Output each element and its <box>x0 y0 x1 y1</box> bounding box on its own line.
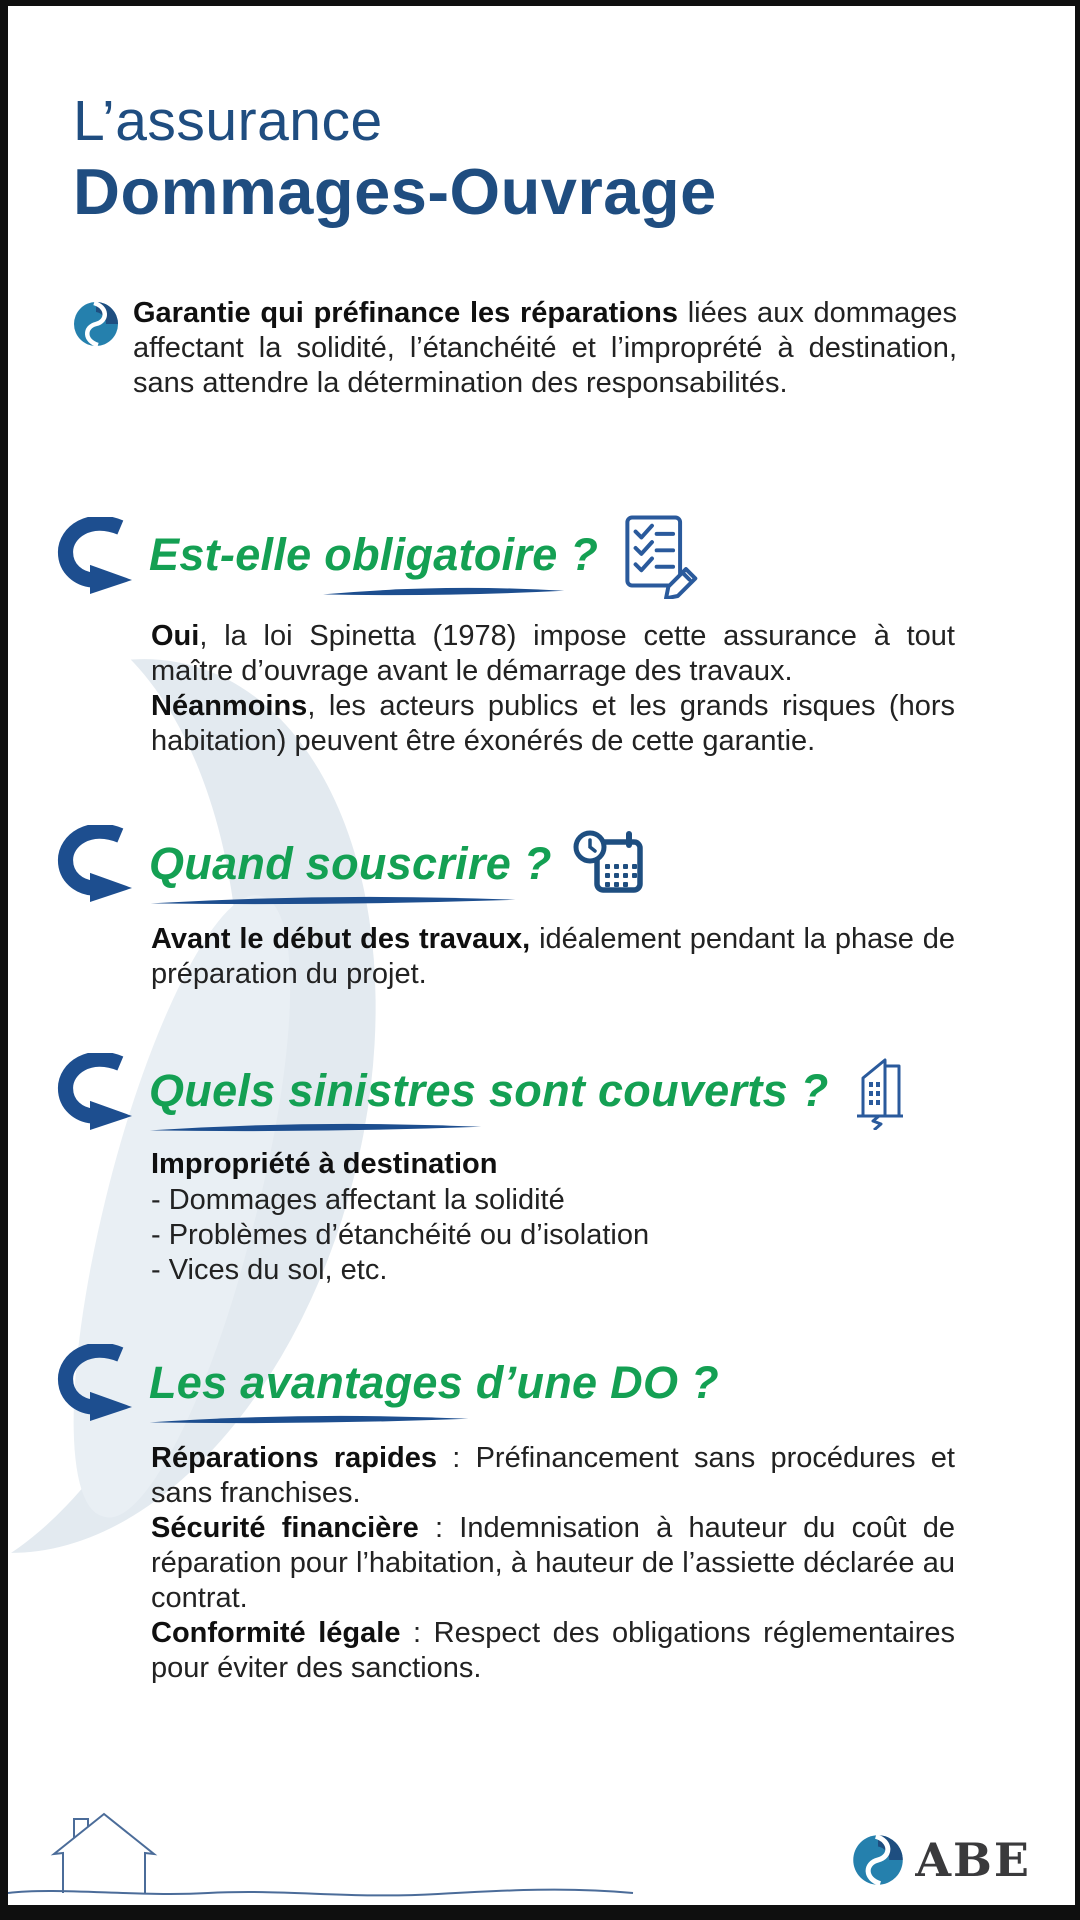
house-line-drawing-icon <box>8 1790 668 1905</box>
footer <box>8 1775 1075 1905</box>
paragraph-lead: Oui <box>151 620 200 652</box>
section-sinistres-head <box>55 1052 1075 1130</box>
paragraph-rest: : Respect des obligations réglementaires pour éviter des sanctions. <box>151 1617 955 1684</box>
paragraph-lead: Sécurité financière <box>151 1512 419 1544</box>
page-title-line1: L’assurance <box>73 89 383 153</box>
section-avantages-heading <box>149 1355 719 1411</box>
covered-damages-title: Impropriété à destination <box>151 1148 498 1180</box>
section-avantages-head <box>55 1344 1075 1421</box>
section-avantages-body <box>151 1441 955 1686</box>
covered-damages-list <box>151 1183 1075 1288</box>
paragraph <box>151 619 955 689</box>
brand-swirl-icon <box>851 1833 905 1887</box>
heading-post: ? <box>511 837 552 889</box>
brand-swirl-icon <box>72 300 120 348</box>
section-quand-head <box>55 825 1075 902</box>
section-obligatoire-heading <box>149 527 598 583</box>
heading-post: d’une DO ? <box>463 1356 719 1408</box>
paragraph-rest: : Indemnisation à hauteur du coût de réparation pour l’habitation, à hauteur de l’assiette déclarée au contrat. <box>151 1512 956 1614</box>
heading-underlined: obligatoire <box>324 529 558 580</box>
intro-block <box>72 296 957 401</box>
curved-arrow-icon <box>55 1053 139 1130</box>
curved-arrow-icon <box>55 1344 139 1421</box>
cracked-building-icon <box>849 1052 911 1130</box>
paragraph <box>151 1511 955 1616</box>
underline-swoosh <box>143 895 523 907</box>
heading-post: sont couverts ? <box>476 1065 829 1116</box>
list-item: - Vices du sol, etc. <box>151 1253 1075 1288</box>
section-quand-body <box>151 922 955 992</box>
underline-swoosh <box>143 1414 475 1426</box>
heading-underlined: Les avantages <box>149 1356 464 1408</box>
page-title <box>73 88 1075 230</box>
section-quand-heading <box>149 836 552 892</box>
list-item: - Problèmes d’étanchéité ou d’isolation <box>151 1218 1075 1253</box>
section-sinistres-heading <box>149 1063 829 1119</box>
intro-lead: Garantie qui préfinance les réparations <box>133 297 678 329</box>
underline-swoosh <box>318 586 569 598</box>
brand-name: ABE <box>915 1833 1031 1887</box>
paragraph <box>151 1441 955 1511</box>
heading-underlined: Quels sinistres <box>149 1065 477 1116</box>
section-obligatoire-body <box>151 619 955 759</box>
paragraph-lead: Néanmoins <box>151 690 308 722</box>
list-item: - Dommages affectant la solidité <box>151 1183 1075 1218</box>
heading-post: ? <box>557 529 599 580</box>
intro-paragraph <box>133 296 957 401</box>
paragraph-lead: Avant le début des travaux, <box>151 923 531 955</box>
paragraph <box>151 922 955 992</box>
curved-arrow-icon <box>55 825 139 902</box>
paragraph <box>151 689 955 759</box>
checklist-pencil-icon <box>618 511 700 599</box>
paragraph <box>151 1616 955 1686</box>
paragraph-rest: , la loi Spinetta (1978) impose cette assurance à tout maître d’ouvrage avant le démarrage des travaux. <box>151 620 955 687</box>
heading-underlined: Quand souscrire <box>149 837 512 889</box>
brand-logo <box>851 1833 1031 1887</box>
paragraph-rest: : Préfinancement sans procédures et sans franchises. <box>151 1442 955 1509</box>
paragraph-rest: idéalement pendant la phase de préparation du projet. <box>151 923 956 990</box>
paragraph-lead: Réparations rapides <box>151 1442 438 1474</box>
calendar-clock-icon <box>572 826 648 902</box>
section-obligatoire-head <box>55 511 1075 599</box>
page-title-line2: Dommages-Ouvrage <box>73 155 717 228</box>
paragraph-lead: Conformité légale <box>151 1617 401 1649</box>
heading-pre: Est-elle <box>149 529 325 580</box>
paragraph-rest: , les acteurs publics et les grands risques (hors habitation) peuvent être éxonérés de cette garantie. <box>151 690 955 757</box>
underline-swoosh <box>143 1122 488 1134</box>
intro-rest: liées aux dommages affectant la solidité, l’étanchéité et l’improprété à destination, sans attendre la détermination des responsabilités. <box>133 297 957 399</box>
curved-arrow-icon <box>55 517 139 594</box>
